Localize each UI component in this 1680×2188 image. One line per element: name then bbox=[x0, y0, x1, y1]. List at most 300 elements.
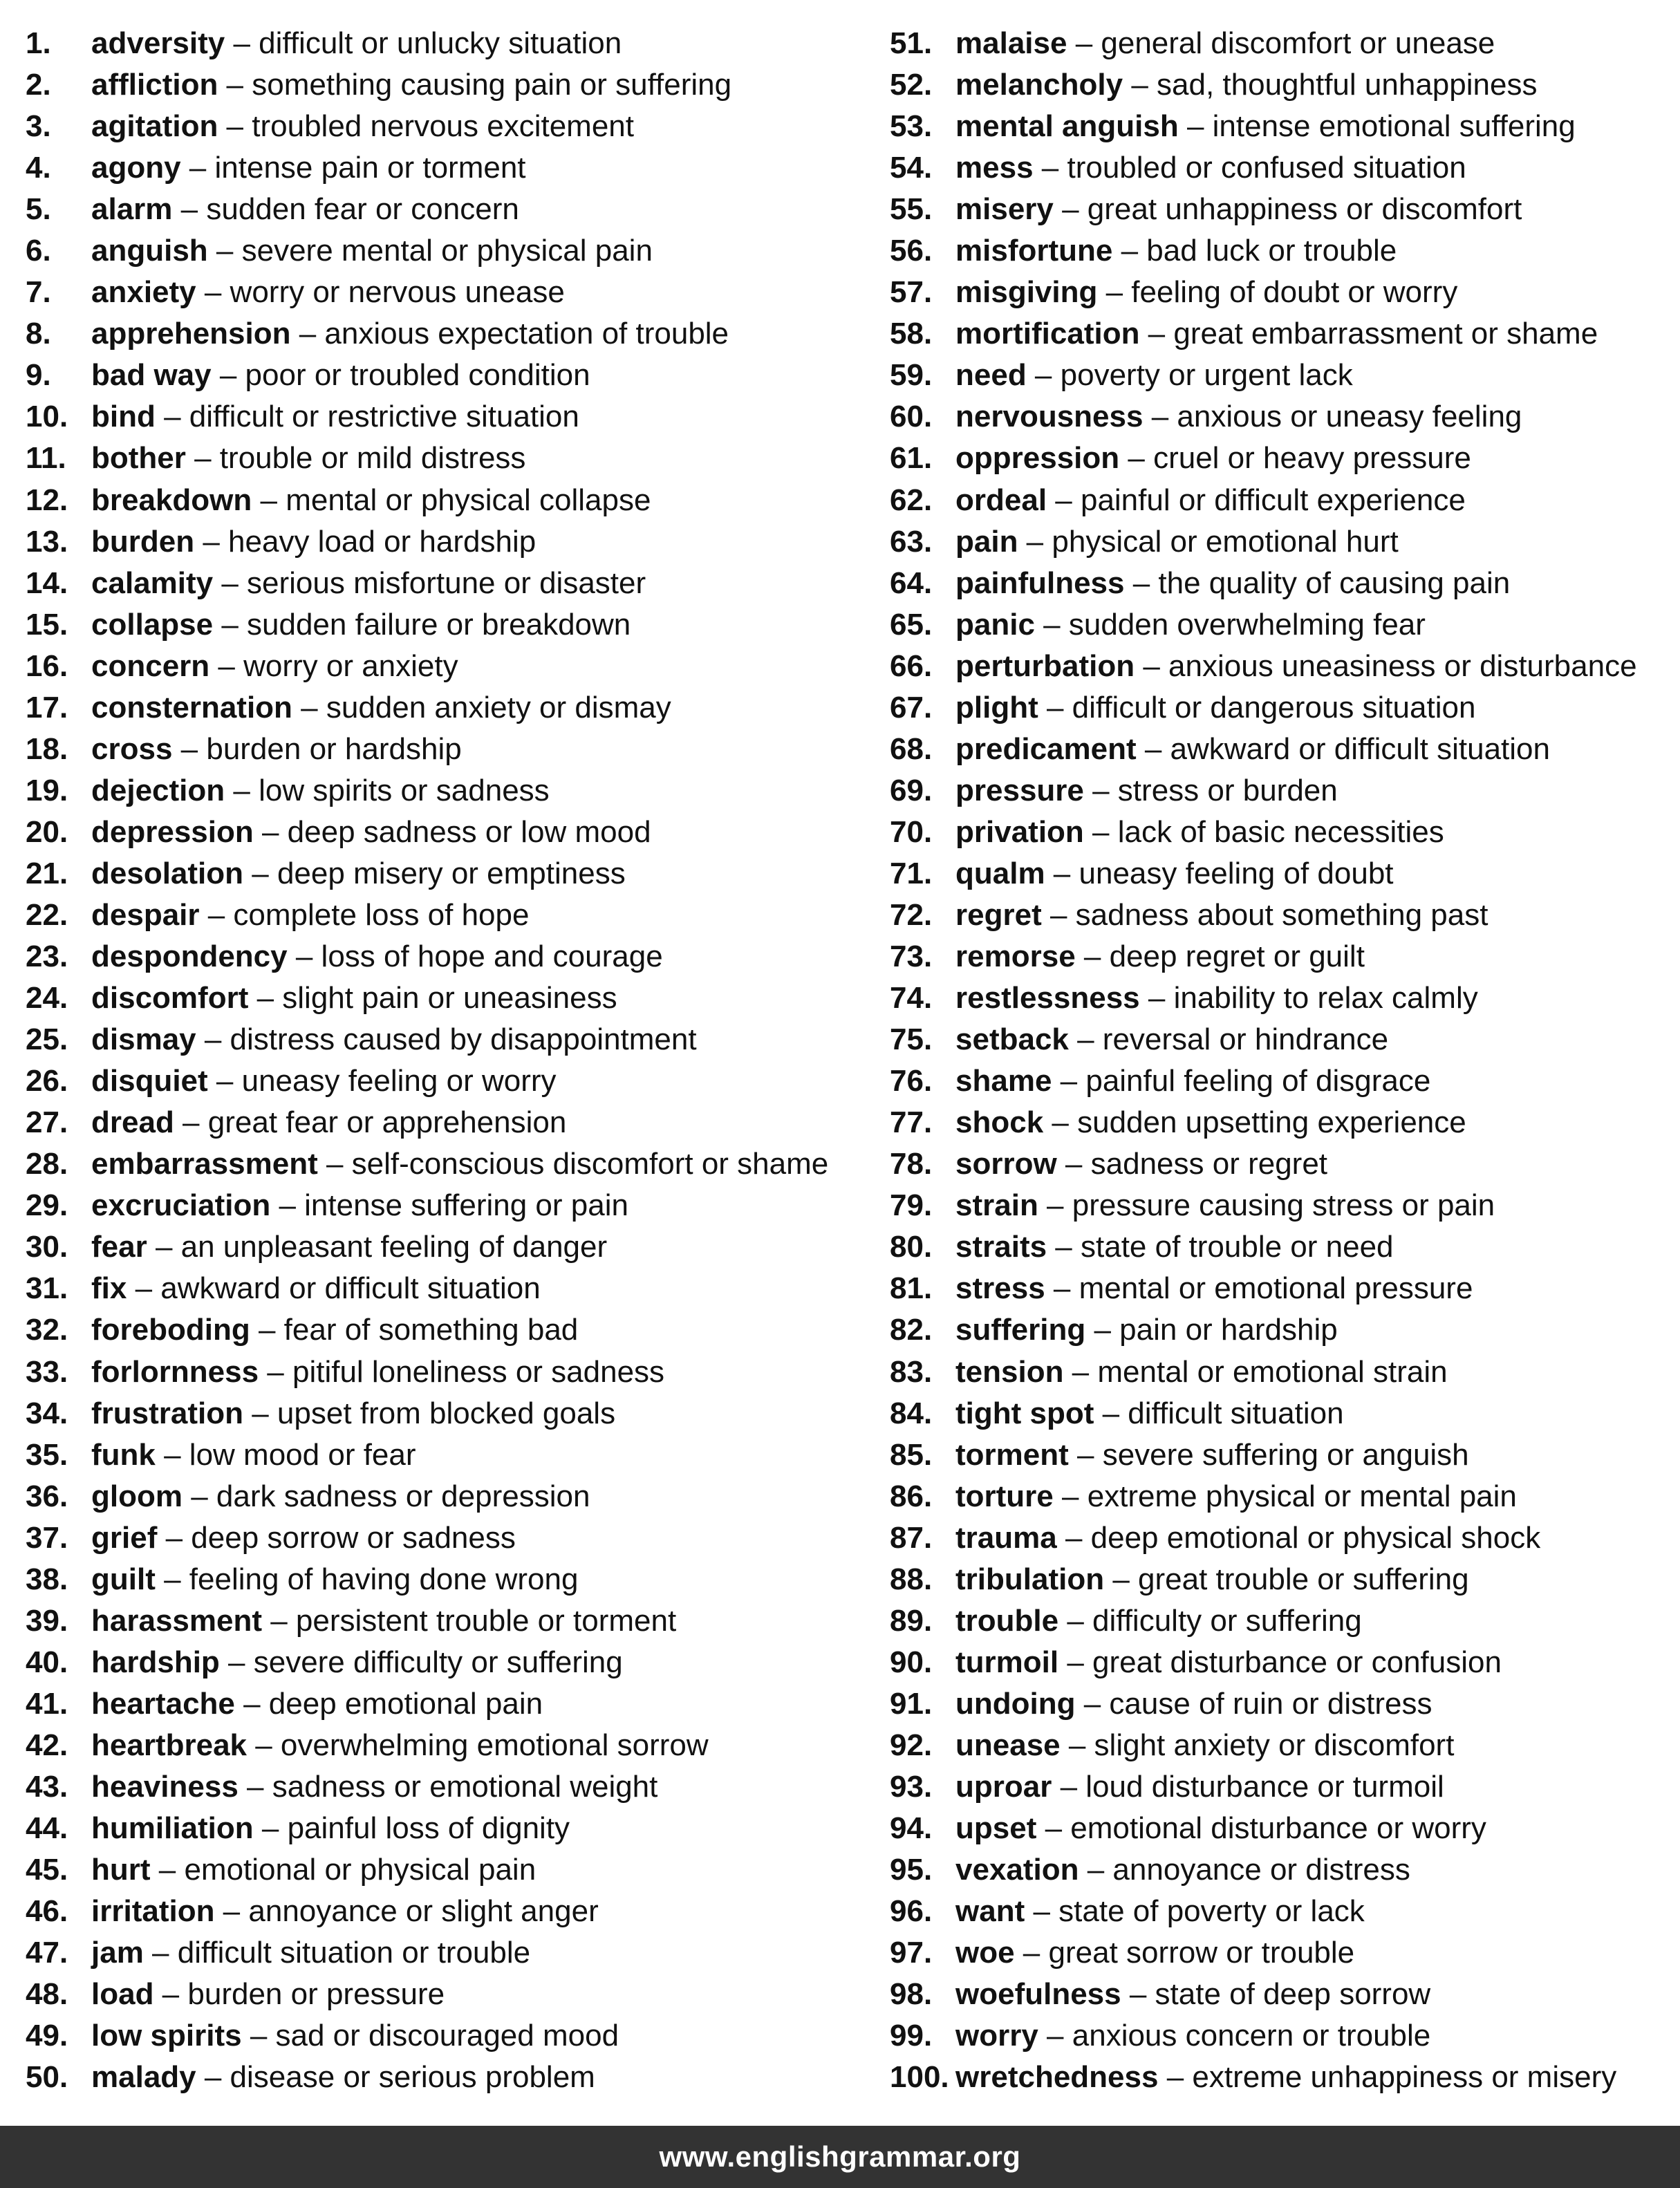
list-item bbox=[0, 1932, 840, 1974]
item-word: calamity bbox=[91, 565, 214, 600]
list-item bbox=[864, 355, 1680, 396]
item-text bbox=[955, 1932, 1354, 1974]
item-definition: – loud disturbance or turmoil bbox=[1052, 1769, 1444, 1804]
item-number: 80. bbox=[890, 1230, 933, 1264]
item-word: strain bbox=[955, 1188, 1038, 1223]
item-text bbox=[91, 1102, 566, 1143]
item-definition: – burden or pressure bbox=[153, 1977, 445, 2012]
item-text bbox=[955, 1849, 1410, 1891]
item-text bbox=[91, 646, 458, 687]
item-word: dread bbox=[91, 1105, 174, 1140]
item-number: 9. bbox=[26, 358, 51, 393]
item-definition: – physical or emotional hurt bbox=[1018, 524, 1399, 559]
item-text bbox=[91, 1600, 676, 1642]
item-definition: – trouble or mild distress bbox=[185, 441, 526, 476]
item-definition: – dark sadness or depression bbox=[182, 1479, 590, 1513]
item-definition: – stress or burden bbox=[1083, 773, 1338, 807]
item-number: 25. bbox=[26, 1022, 68, 1057]
item-number: 75. bbox=[890, 1022, 933, 1057]
item-number: 82. bbox=[890, 1313, 933, 1347]
item-word: want bbox=[955, 1894, 1025, 1929]
item-definition: – reversal or hindrance bbox=[1068, 1022, 1389, 1057]
item-definition: – worry or nervous unease bbox=[196, 275, 565, 310]
item-number: 89. bbox=[890, 1603, 933, 1638]
item-word: nervousness bbox=[955, 400, 1144, 434]
item-definition: – upset from blocked goals bbox=[243, 1396, 616, 1430]
item-definition: – lack of basic necessities bbox=[1083, 814, 1444, 849]
item-text bbox=[91, 1143, 828, 1185]
item-word: sorrow bbox=[955, 1147, 1057, 1181]
item-word: painfulness bbox=[955, 565, 1125, 600]
item-word: consternation bbox=[91, 690, 292, 724]
item-number: 65. bbox=[890, 607, 933, 642]
item-word: agony bbox=[91, 151, 181, 185]
item-definition: – painful loss of dignity bbox=[253, 1811, 570, 1846]
item-definition: – poor or troubled condition bbox=[211, 358, 590, 393]
item-text bbox=[91, 1766, 657, 1808]
list-item bbox=[0, 853, 840, 895]
item-number: 19. bbox=[26, 773, 68, 807]
item-number: 24. bbox=[26, 981, 68, 1016]
item-number: 20. bbox=[26, 814, 68, 849]
item-text bbox=[91, 480, 651, 521]
item-word: discomfort bbox=[91, 981, 249, 1016]
item-text bbox=[955, 1352, 1448, 1393]
item-definition: – difficult or unlucky situation bbox=[225, 26, 622, 60]
item-word: tribulation bbox=[955, 1562, 1105, 1596]
item-text bbox=[955, 313, 1598, 355]
list-item bbox=[0, 563, 840, 604]
item-word: malady bbox=[91, 2060, 196, 2095]
item-number: 81. bbox=[890, 1271, 933, 1306]
item-definition: – painful or difficult experience bbox=[1047, 483, 1466, 517]
list-item bbox=[864, 1434, 1680, 1476]
item-number: 15. bbox=[26, 607, 68, 642]
item-number: 1. bbox=[26, 26, 51, 60]
item-word: dejection bbox=[91, 773, 225, 807]
item-definition: – anxious expectation of trouble bbox=[290, 317, 729, 351]
item-definition: – sudden overwhelming fear bbox=[1034, 607, 1426, 642]
item-word: anguish bbox=[91, 234, 208, 268]
item-word: straits bbox=[955, 1230, 1047, 1264]
item-number: 86. bbox=[890, 1479, 933, 1513]
list-item bbox=[864, 106, 1680, 147]
item-text bbox=[91, 1268, 541, 1309]
list-item bbox=[864, 1226, 1680, 1268]
item-word: irritation bbox=[91, 1894, 215, 1929]
item-number: 32. bbox=[26, 1313, 68, 1347]
item-definition: – state of poverty or lack bbox=[1025, 1894, 1365, 1929]
item-word: alarm bbox=[91, 192, 173, 227]
item-text bbox=[91, 1559, 578, 1600]
list-item bbox=[864, 1559, 1680, 1600]
item-number: 8. bbox=[26, 317, 51, 351]
list-item bbox=[0, 1974, 840, 2015]
item-word: foreboding bbox=[91, 1313, 250, 1347]
item-number: 57. bbox=[890, 275, 933, 310]
list-item bbox=[0, 1268, 840, 1309]
item-text bbox=[91, 438, 525, 479]
list-item bbox=[864, 480, 1680, 521]
item-word: suffering bbox=[955, 1313, 1086, 1347]
item-number: 85. bbox=[890, 1437, 933, 1472]
item-number: 61. bbox=[890, 441, 933, 476]
item-word: depression bbox=[91, 814, 254, 849]
item-text bbox=[955, 853, 1394, 895]
list-item bbox=[864, 1393, 1680, 1434]
item-definition: – self-conscious discomfort or shame bbox=[317, 1147, 829, 1181]
item-text bbox=[955, 1808, 1486, 1849]
item-definition: – difficult situation or trouble bbox=[143, 1936, 531, 1970]
item-definition: – mental or emotional pressure bbox=[1045, 1271, 1473, 1306]
item-definition: – severe difficulty or suffering bbox=[219, 1645, 623, 1679]
list-item bbox=[864, 770, 1680, 812]
item-definition: – sadness or emotional weight bbox=[238, 1769, 658, 1804]
item-word: malaise bbox=[955, 26, 1067, 60]
list-item bbox=[0, 1725, 840, 1766]
item-number: 58. bbox=[890, 317, 933, 351]
item-word: mental anguish bbox=[955, 109, 1179, 144]
item-definition: – deep emotional or physical shock bbox=[1056, 1520, 1541, 1555]
item-word: heaviness bbox=[91, 1769, 239, 1804]
list-item bbox=[0, 604, 840, 646]
item-word: uproar bbox=[955, 1769, 1052, 1804]
item-number: 56. bbox=[890, 234, 933, 268]
item-definition: – mental or physical collapse bbox=[252, 483, 651, 517]
item-definition: – deep regret or guilt bbox=[1075, 939, 1365, 974]
item-definition: – uneasy feeling or worry bbox=[207, 1064, 557, 1098]
item-text bbox=[91, 1226, 607, 1268]
item-word: woefulness bbox=[955, 1977, 1121, 2012]
item-definition: – fear of something bad bbox=[250, 1313, 579, 1347]
item-text bbox=[955, 396, 1522, 438]
item-text bbox=[955, 1476, 1517, 1517]
list-item bbox=[0, 480, 840, 521]
list-item bbox=[864, 646, 1680, 687]
item-definition: – sudden fear or concern bbox=[172, 192, 519, 227]
item-definition: – awkward or difficult situation bbox=[127, 1271, 541, 1306]
list-item bbox=[0, 1226, 840, 1268]
item-number: 5. bbox=[26, 192, 51, 227]
item-text bbox=[91, 1974, 445, 2015]
item-definition: – troubled nervous excitement bbox=[218, 109, 634, 144]
item-text bbox=[91, 1683, 543, 1725]
item-number: 79. bbox=[890, 1188, 933, 1223]
item-number: 92. bbox=[890, 1728, 933, 1762]
item-text bbox=[955, 563, 1510, 604]
item-number: 37. bbox=[26, 1520, 68, 1555]
item-text bbox=[955, 1766, 1444, 1808]
list-item bbox=[0, 106, 840, 147]
item-definition: – inability to relax calmly bbox=[1139, 981, 1478, 1016]
item-text bbox=[91, 2057, 595, 2098]
list-item bbox=[864, 313, 1680, 355]
item-number: 22. bbox=[26, 897, 68, 932]
item-text bbox=[955, 770, 1338, 812]
list-item bbox=[0, 1476, 840, 1517]
item-word: despair bbox=[91, 897, 200, 932]
item-word: pain bbox=[955, 524, 1018, 559]
list-item bbox=[864, 1766, 1680, 1808]
item-definition: – feeling of doubt or worry bbox=[1097, 275, 1458, 310]
item-text bbox=[91, 355, 590, 396]
item-number: 31. bbox=[26, 1271, 68, 1306]
list-item bbox=[0, 355, 840, 396]
item-number: 84. bbox=[890, 1396, 933, 1430]
item-word: qualm bbox=[955, 856, 1045, 890]
item-word: gloom bbox=[91, 1479, 183, 1513]
item-number: 55. bbox=[890, 192, 933, 227]
item-word: harassment bbox=[91, 1603, 263, 1638]
item-number: 88. bbox=[890, 1562, 933, 1596]
item-definition: – serious misfortune or disaster bbox=[213, 565, 646, 600]
item-number: 39. bbox=[26, 1603, 68, 1638]
list-item bbox=[864, 1185, 1680, 1226]
item-number: 13. bbox=[26, 524, 68, 559]
list-item bbox=[0, 64, 840, 106]
item-number: 66. bbox=[890, 648, 933, 683]
item-text bbox=[955, 1060, 1430, 1102]
item-word: misgiving bbox=[955, 275, 1098, 310]
list-item bbox=[0, 2057, 840, 2098]
list-item bbox=[864, 64, 1680, 106]
item-word: embarrassment bbox=[91, 1147, 318, 1181]
item-word: plight bbox=[955, 690, 1038, 724]
item-text bbox=[955, 480, 1466, 521]
item-text bbox=[91, 1019, 697, 1060]
item-text bbox=[955, 1517, 1540, 1559]
item-definition: – persistent trouble or torment bbox=[262, 1603, 677, 1638]
item-word: anxiety bbox=[91, 275, 196, 310]
item-word: desolation bbox=[91, 856, 244, 890]
item-text bbox=[91, 1060, 557, 1102]
list-item bbox=[864, 147, 1680, 189]
item-number: 90. bbox=[890, 1645, 933, 1679]
item-number: 62. bbox=[890, 483, 933, 517]
item-definition: – poverty or urgent lack bbox=[1026, 358, 1353, 393]
item-number: 27. bbox=[26, 1105, 68, 1140]
item-number: 16. bbox=[26, 648, 68, 683]
item-text bbox=[955, 895, 1488, 936]
item-number: 50. bbox=[26, 2060, 68, 2095]
item-text bbox=[91, 1849, 536, 1891]
item-number: 63. bbox=[890, 524, 933, 559]
item-text bbox=[955, 1226, 1394, 1268]
item-number: 3. bbox=[26, 109, 51, 144]
item-word: breakdown bbox=[91, 483, 252, 517]
item-definition: – state of deep sorrow bbox=[1121, 1977, 1431, 2012]
list-item bbox=[0, 729, 840, 770]
list-item bbox=[0, 313, 840, 355]
list-item bbox=[864, 1642, 1680, 1683]
item-definition: – heavy load or hardship bbox=[194, 524, 536, 559]
item-word: upset bbox=[955, 1811, 1037, 1846]
list-item bbox=[864, 2015, 1680, 2057]
item-definition: – pitiful loneliness or sadness bbox=[259, 1354, 665, 1389]
item-definition: – difficult or restrictive situation bbox=[155, 400, 579, 434]
item-definition: – pressure causing stress or pain bbox=[1038, 1188, 1495, 1223]
item-text bbox=[955, 1683, 1432, 1725]
item-definition: – sad, thoughtful unhappiness bbox=[1123, 68, 1538, 102]
item-word: restlessness bbox=[955, 981, 1140, 1016]
item-number: 53. bbox=[890, 109, 933, 144]
item-definition: – annoyance or slight anger bbox=[214, 1894, 599, 1929]
item-word: tension bbox=[955, 1354, 1064, 1389]
item-definition: – sudden failure or breakdown bbox=[213, 607, 631, 642]
list-item bbox=[0, 2015, 840, 2057]
item-definition: – loss of hope and courage bbox=[287, 939, 663, 974]
item-text bbox=[955, 1393, 1344, 1434]
item-definition: – difficulty or suffering bbox=[1058, 1603, 1362, 1638]
item-definition: – anxious uneasiness or disturbance bbox=[1135, 648, 1637, 683]
item-number: 7. bbox=[26, 275, 51, 310]
list-item bbox=[0, 936, 840, 978]
item-word: mortification bbox=[955, 317, 1140, 351]
item-word: concern bbox=[91, 648, 210, 683]
item-text bbox=[955, 1143, 1327, 1185]
item-text bbox=[91, 189, 519, 230]
item-word: setback bbox=[955, 1022, 1069, 1057]
item-word: torture bbox=[955, 1479, 1054, 1513]
item-word: burden bbox=[91, 524, 195, 559]
item-number: 44. bbox=[26, 1811, 68, 1846]
item-text bbox=[955, 521, 1399, 563]
item-word: bind bbox=[91, 400, 156, 434]
item-definition: – sudden anxiety or dismay bbox=[292, 690, 671, 724]
item-text bbox=[91, 272, 565, 313]
list-item bbox=[0, 1309, 840, 1351]
list-item bbox=[0, 521, 840, 563]
list-item bbox=[0, 1642, 840, 1683]
list-item bbox=[0, 147, 840, 189]
item-definition: – worry or anxiety bbox=[209, 648, 458, 683]
list-item bbox=[0, 438, 840, 479]
list-item bbox=[0, 1766, 840, 1808]
item-word: misery bbox=[955, 192, 1054, 227]
item-number: 67. bbox=[890, 690, 933, 724]
list-item bbox=[0, 1517, 840, 1559]
list-item bbox=[864, 978, 1680, 1019]
item-definition: – something causing pain or suffering bbox=[218, 68, 732, 102]
item-word: wretchedness bbox=[955, 2060, 1159, 2095]
item-text bbox=[91, 604, 631, 646]
item-word: vexation bbox=[955, 1853, 1079, 1887]
item-definition: – uneasy feeling of doubt bbox=[1045, 856, 1394, 890]
item-word: torment bbox=[955, 1437, 1069, 1472]
list-item bbox=[0, 895, 840, 936]
item-word: disquiet bbox=[91, 1064, 208, 1098]
item-word: cross bbox=[91, 731, 173, 766]
list-item bbox=[0, 770, 840, 812]
list-item bbox=[864, 1683, 1680, 1725]
list-item bbox=[864, 521, 1680, 563]
item-text bbox=[955, 1600, 1362, 1642]
item-number: 87. bbox=[890, 1520, 933, 1555]
item-definition: – state of trouble or need bbox=[1047, 1230, 1394, 1264]
list-item bbox=[864, 1849, 1680, 1891]
item-definition: – distress caused by disappointment bbox=[196, 1022, 697, 1057]
item-word: despondency bbox=[91, 939, 288, 974]
item-word: unease bbox=[955, 1728, 1061, 1762]
item-text bbox=[91, 2015, 619, 2057]
item-word: trauma bbox=[955, 1520, 1057, 1555]
item-number: 11. bbox=[26, 441, 66, 476]
item-number: 60. bbox=[890, 400, 933, 434]
list-item bbox=[864, 895, 1680, 936]
footer-website-link[interactable]: www.englishgrammar.org bbox=[659, 2140, 1021, 2173]
item-definition: – painful feeling of disgrace bbox=[1052, 1064, 1431, 1098]
item-word: excruciation bbox=[91, 1188, 271, 1223]
item-word: woe bbox=[955, 1936, 1015, 1970]
item-text bbox=[955, 1185, 1495, 1226]
list-item bbox=[864, 1102, 1680, 1143]
item-number: 77. bbox=[890, 1105, 933, 1140]
item-word: guilt bbox=[91, 1562, 156, 1596]
list-item bbox=[864, 230, 1680, 272]
item-word: collapse bbox=[91, 607, 214, 642]
item-text bbox=[91, 1642, 623, 1683]
item-text bbox=[955, 812, 1444, 853]
item-word: shock bbox=[955, 1105, 1044, 1140]
item-text bbox=[955, 1102, 1466, 1143]
list-item bbox=[864, 1476, 1680, 1517]
item-number: 68. bbox=[890, 731, 933, 766]
item-text bbox=[91, 147, 526, 189]
item-number: 47. bbox=[26, 1936, 68, 1970]
item-number: 28. bbox=[26, 1147, 68, 1181]
item-text bbox=[91, 1891, 599, 1932]
item-definition: – great disturbance or confusion bbox=[1058, 1645, 1502, 1679]
item-number: 6. bbox=[26, 234, 51, 268]
list-item bbox=[0, 1185, 840, 1226]
item-text bbox=[955, 604, 1426, 646]
item-word: melancholy bbox=[955, 68, 1123, 102]
item-text bbox=[91, 1309, 578, 1351]
item-number: 4. bbox=[26, 151, 51, 185]
item-definition: – difficult situation bbox=[1094, 1396, 1344, 1430]
item-text bbox=[91, 563, 646, 604]
item-text bbox=[91, 812, 651, 853]
item-definition: – an unpleasant feeling of danger bbox=[147, 1230, 608, 1264]
item-text bbox=[91, 1808, 570, 1849]
list-item bbox=[864, 1600, 1680, 1642]
item-number: 17. bbox=[26, 690, 68, 724]
item-word: adversity bbox=[91, 26, 225, 60]
item-word: worry bbox=[955, 2019, 1038, 2053]
list-item bbox=[864, 604, 1680, 646]
item-word: shame bbox=[955, 1064, 1052, 1098]
item-text bbox=[91, 936, 663, 978]
item-word: need bbox=[955, 358, 1027, 393]
list-item bbox=[0, 1143, 840, 1185]
footer-bar bbox=[0, 2126, 1680, 2188]
item-definition: – sad or discouraged mood bbox=[241, 2019, 619, 2053]
item-number: 83. bbox=[890, 1354, 933, 1389]
item-word: oppression bbox=[955, 441, 1120, 476]
item-word: heartbreak bbox=[91, 1728, 248, 1762]
item-definition: – cause of ruin or distress bbox=[1075, 1686, 1432, 1721]
item-word: affliction bbox=[91, 68, 218, 102]
item-word: low spirits bbox=[91, 2019, 242, 2053]
list-item bbox=[864, 23, 1680, 64]
item-number: 72. bbox=[890, 897, 933, 932]
item-definition: – disease or serious problem bbox=[196, 2060, 595, 2095]
item-number: 93. bbox=[890, 1769, 933, 1804]
word-list-column-right bbox=[864, 23, 1680, 2098]
item-number: 51. bbox=[890, 26, 933, 60]
item-definition: – deep sadness or low mood bbox=[253, 814, 651, 849]
item-text bbox=[955, 230, 1397, 272]
